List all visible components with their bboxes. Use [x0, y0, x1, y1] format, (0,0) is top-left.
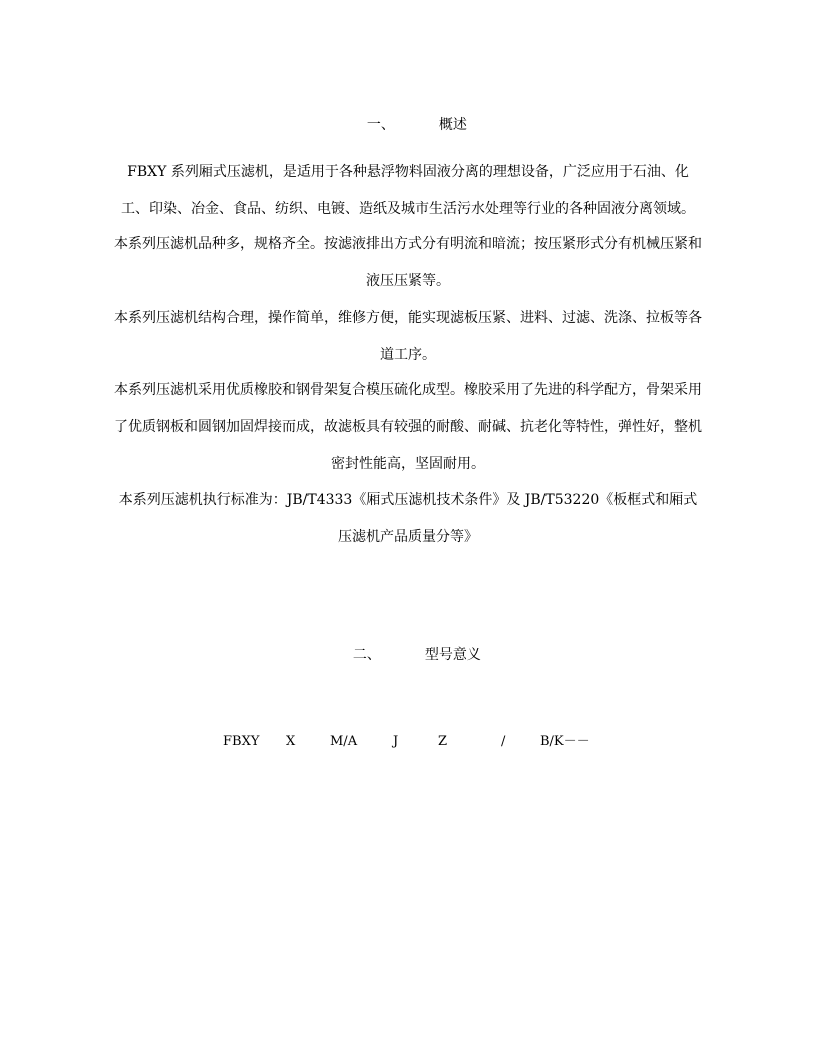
- paragraph-structure: 本系列压滤机结构合理，操作简单，维修方便，能实现滤板压紧、进料、过滤、洗涤、拉板等各道工序。: [114, 310, 702, 363]
- paragraph-standards: 本系列压滤机执行标准为：JB/T4333《厢式压滤机技术条件》及 JB/T53220《板框式和厢式压滤机产品质量分等》: [118, 492, 698, 545]
- model-code-part: M/A: [330, 734, 358, 749]
- paragraph-materials: 本系列压滤机采用优质橡胶和钢骨架复合模压硫化成型。橡胶采用了先进的科学配方，骨架采用了优质钢板和圆钢加固焊接而成，故滤板具有较强的耐酸、耐碱、抗老化等特性，弹性好，整机密封性能高，坚固耐用。: [114, 382, 702, 472]
- paragraph-intro: FBXY 系列厢式压滤机，是适用于各种悬浮物料固液分离的理想设备，广泛应用于石油、化工、印染、冶金、食品、纺织、电镀、造纸及城市生活污水处理等行业的各种固液分离领域。: [121, 164, 695, 217]
- model-code-part: J: [393, 734, 399, 749]
- section-number: 一、: [366, 117, 395, 133]
- model-code-part: /: [501, 734, 506, 749]
- section-heading-overview: [0, 95, 816, 155]
- section-number: 二、: [352, 647, 381, 663]
- section-heading-model: [0, 625, 816, 685]
- model-code-part: Z: [438, 734, 448, 749]
- model-code-line: [0, 731, 816, 753]
- model-code-part: X: [286, 734, 296, 749]
- paragraph-variety: 本系列压滤机品种多，规格齐全。按滤液排出方式分有明流和暗流；按压紧形式分有机械压紧和液压压紧等。: [114, 236, 702, 289]
- model-code-part: FBXY: [223, 734, 260, 749]
- section-title: 概述: [438, 117, 467, 133]
- model-code-part: B/K－－: [540, 734, 590, 749]
- section-title: 型号意义: [424, 647, 481, 663]
